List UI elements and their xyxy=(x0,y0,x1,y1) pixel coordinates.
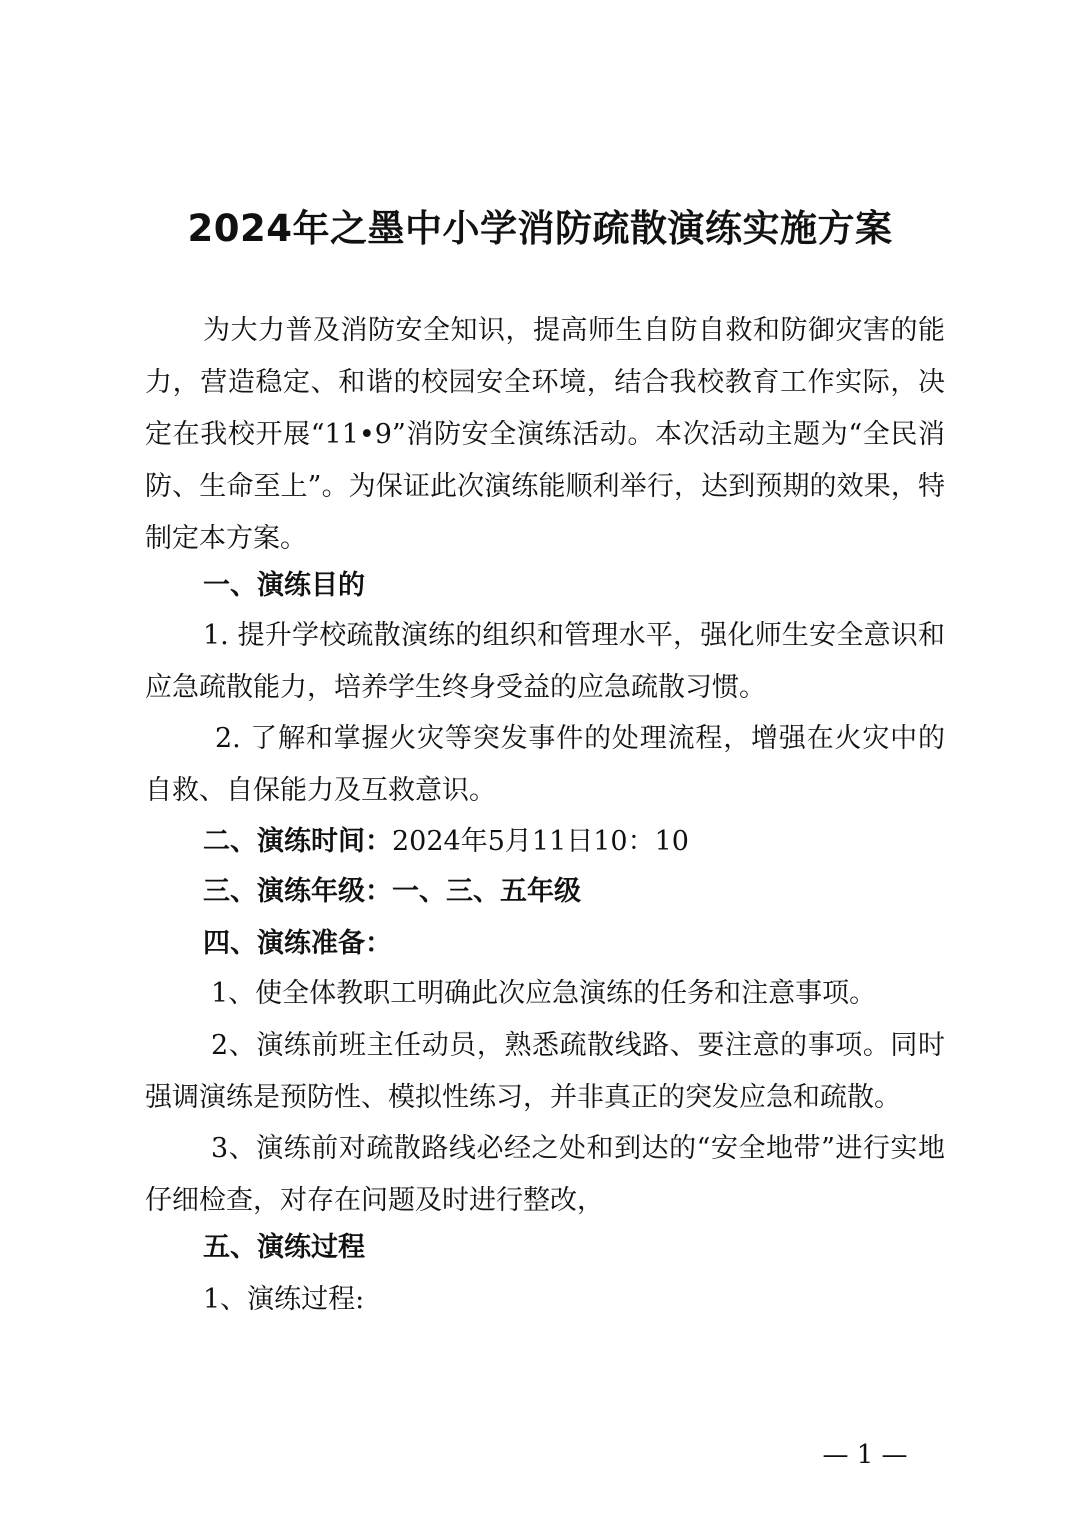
process-item-1: 1、演练过程: xyxy=(203,1284,365,1315)
drill-time-value: 2024年5月11日10：10 xyxy=(392,826,689,857)
section-heading-purpose: 一、演练目的 xyxy=(203,570,365,601)
page-number: — 1 — xyxy=(822,1440,908,1470)
document-title: 2024年之墨中小学消防疏散演练实施方案 xyxy=(187,207,893,250)
preparation-item-1: 1、使全体教职工明确此次应急演练的任务和注意事项。 xyxy=(211,978,877,1009)
purpose-item-1: 1. 提升学校疏散演练的组织和管理水平，强化师生安全意识和应急疏散能力，培养学生终身受益的应急疏散习惯。 xyxy=(145,620,945,703)
section-drill-grades: 三、演练年级：一、三、五年级 xyxy=(203,876,581,907)
intro-paragraph: 为大力普及消防安全知识，提高师生自防自救和防御灾害的能力，营造稳定、和谐的校园安全环境，结合我校教育工作实际，决定在我校开展“11•9”消防安全演练活动。本次活动主题为“全民消防、生命至上”。为保证此次演练能顺利举行，达到预期的效果，特制定本方案。 xyxy=(145,315,945,554)
section-heading-process: 五、演练过程 xyxy=(203,1232,365,1263)
preparation-item-3: 3、演练前对疏散路线必经之处和到达的“安全地带”进行实地仔细检查，对存在问题及时进行整改， xyxy=(145,1133,945,1216)
drill-time-label: 二、演练时间： xyxy=(203,826,392,857)
section-drill-time xyxy=(145,816,945,868)
section-heading-preparation: 四、演练准备： xyxy=(203,928,392,959)
purpose-item-2: 2. 了解和掌握火灾等突发事件的处理流程，增强在火灾中的自救、自保能力及互救意识。 xyxy=(145,723,945,806)
preparation-item-2: 2、演练前班主任动员，熟悉疏散线路、要注意的事项。同时强调演练是预防性、模拟性练习，并非真正的突发应急和疏散。 xyxy=(145,1030,945,1113)
